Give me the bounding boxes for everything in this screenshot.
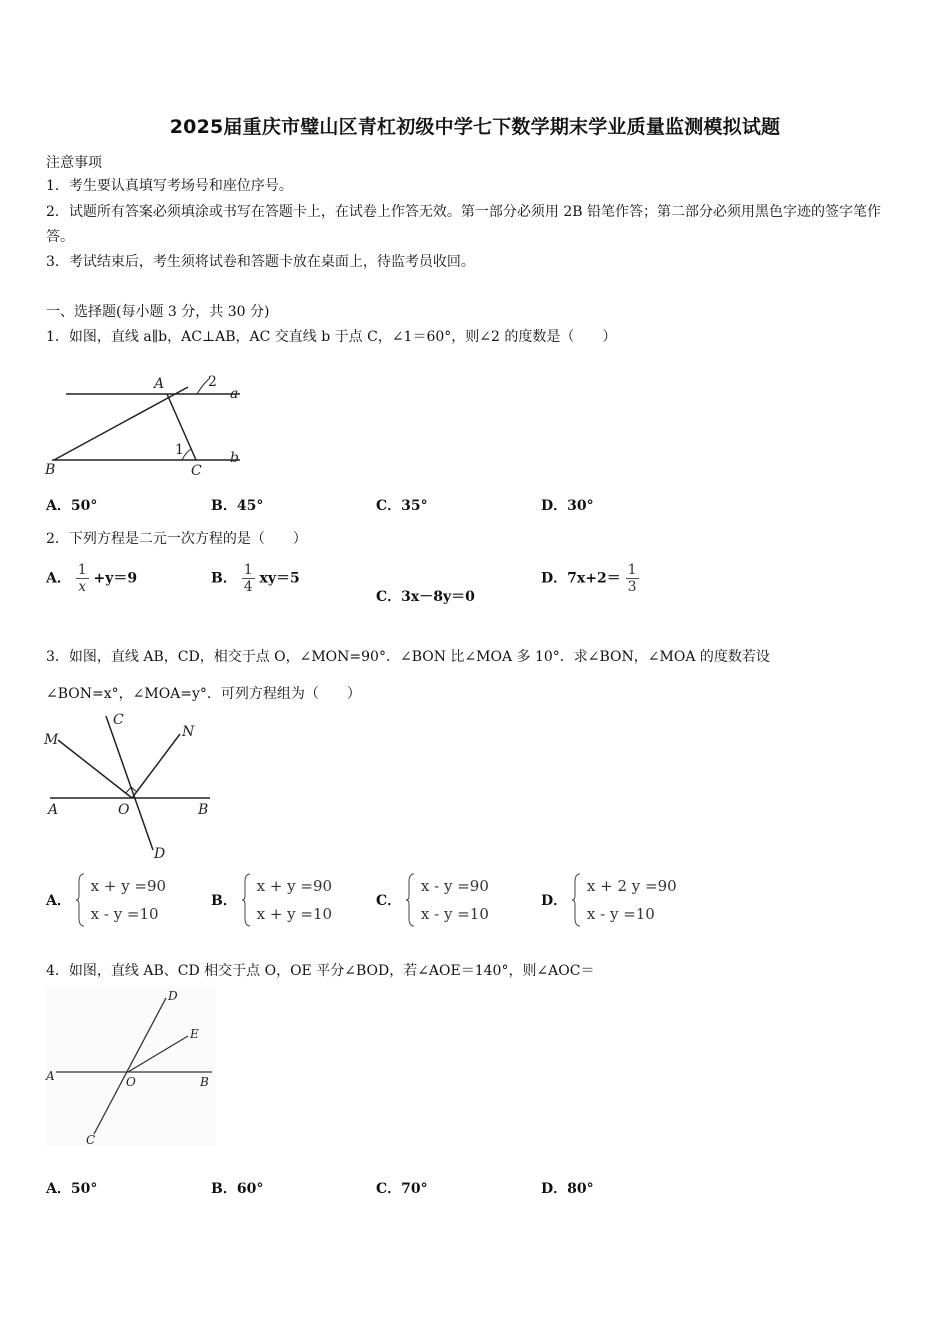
q4-figure-background bbox=[46, 986, 216, 1146]
q1-option-a: A．50° bbox=[46, 498, 98, 514]
section-heading: 一、选择题(每小题 3 分，共 30 分) bbox=[46, 304, 270, 320]
q2-text: 2．下列方程是二元一次方程的是（ ） bbox=[46, 531, 307, 547]
q1-option-b: B．45° bbox=[211, 498, 264, 514]
q2-d-fraction: $\frac{1}{3}$ bbox=[627, 562, 637, 595]
q4-option-c: C．70° bbox=[376, 1181, 428, 1197]
q3-a-system: x + y =90 x - y =10 bbox=[90, 877, 167, 923]
q3-d-brace bbox=[572, 872, 582, 928]
q3-text-line2: ∠BON=x°，∠MOA=y°．可列方程组为（ ） bbox=[46, 686, 361, 702]
page-title: 2025届重庆市璧山区青杠初级中学七下数学期末学业质量监测模拟试题 bbox=[169, 116, 781, 138]
q3-option-a: A． x + y =90 x - y =10 bbox=[46, 872, 166, 928]
q3-label-D: D bbox=[154, 846, 166, 862]
q4-option-b: B．60° bbox=[211, 1181, 264, 1197]
notice-heading: 注意事项 bbox=[46, 155, 102, 171]
q3-ray-om bbox=[58, 740, 132, 798]
q2-option-d: D．7x+2＝ $\frac{1}{3}$ bbox=[541, 562, 637, 595]
q1-text: 1．如图，直线 a∥b，AC⊥AB，AC 交直线 b 于点 C，∠1＝60°，则∠2 的度数是（ ） bbox=[46, 329, 617, 345]
q3-text-line1: 3．如图，直线 AB，CD，相交于点 O，∠MON=90°．∠BON 比∠MOA 多 10°．求∠BON，∠MOA 的度数若设 bbox=[46, 649, 770, 665]
q3-option-b: B． x + y =90 x + y =10 bbox=[211, 872, 332, 928]
q1-label-a: a bbox=[230, 386, 239, 402]
q3-b-system: x + y =90 x + y =10 bbox=[256, 877, 333, 923]
q1-label-B: B bbox=[45, 462, 56, 478]
q1-option-c: C．35° bbox=[376, 498, 428, 514]
q3-c-system: x - y =90 x - y =10 bbox=[420, 877, 489, 923]
q3-a-brace bbox=[76, 872, 86, 928]
q3-figure bbox=[40, 708, 220, 866]
q3-label-B: B bbox=[198, 802, 209, 818]
q3-b-brace bbox=[242, 872, 252, 928]
q3-d-system: x + 2 y =90 x - y =10 bbox=[586, 877, 677, 923]
q4-figure bbox=[42, 984, 222, 1149]
q1-label-2: 2 bbox=[208, 374, 217, 390]
q3-ray-on bbox=[132, 734, 180, 798]
q4-label-E: E bbox=[190, 1027, 199, 1041]
q4-label-A: A bbox=[46, 1069, 55, 1083]
q4-label-C: C bbox=[86, 1133, 96, 1147]
q4-option-d: D．80° bbox=[541, 1181, 594, 1197]
q3-c-brace bbox=[406, 872, 416, 928]
q2-option-b: B． $\frac{1}{4}$ xy＝5 bbox=[211, 562, 300, 595]
q4-label-D: D bbox=[168, 989, 178, 1003]
q1-line-ab bbox=[54, 387, 188, 460]
q3-label-N: N bbox=[182, 724, 195, 740]
q1-figure bbox=[40, 362, 255, 480]
q2-b-fraction: $\frac{1}{4}$ bbox=[243, 562, 253, 595]
q4-label-B: B bbox=[200, 1075, 209, 1089]
q1-option-d: D．30° bbox=[541, 498, 594, 514]
q4-text: 4．如图，直线 AB、CD 相交于点 O，OE 平分∠BOD，若∠AOE＝140°，则∠AOC＝ bbox=[46, 963, 595, 979]
notice-item-2: 2．试题所有答案必须填涂或书写在答题卡上，在试卷上作答无效。第一部分必须用 2B 铅笔作答；第二部分必须用黑色字迹的签字笔作答。 bbox=[46, 204, 881, 245]
q1-label-1: 1 bbox=[175, 442, 184, 458]
notice-item-3: 3．考试结束后，考生须将试卷和答题卡放在桌面上，待监考员收回。 bbox=[46, 254, 475, 270]
q3-option-d: D． x + 2 y =90 x - y =10 bbox=[541, 872, 677, 928]
q3-label-A: A bbox=[48, 802, 59, 818]
q1-label-C: C bbox=[191, 463, 202, 479]
q3-label-M: M bbox=[44, 732, 59, 748]
q2-option-c: C．3x－8y＝0 bbox=[376, 589, 475, 605]
notice-item-1: 1．考生要认真填写考场号和座位序号。 bbox=[46, 178, 293, 194]
q1-label-A: A bbox=[154, 376, 165, 392]
q3-label-C: C bbox=[113, 712, 124, 728]
q1-label-b: b bbox=[230, 450, 239, 466]
q2-a-fraction: $\frac{1}{x}$ bbox=[77, 562, 87, 595]
q3-option-c: C． x - y =90 x - y =10 bbox=[376, 872, 489, 928]
q4-label-O: O bbox=[126, 1075, 136, 1089]
q3-label-O: O bbox=[118, 802, 130, 818]
q4-option-a: A．50° bbox=[46, 1181, 98, 1197]
q2-option-a: A． $\frac{1}{x}$ +y＝9 bbox=[46, 562, 138, 595]
